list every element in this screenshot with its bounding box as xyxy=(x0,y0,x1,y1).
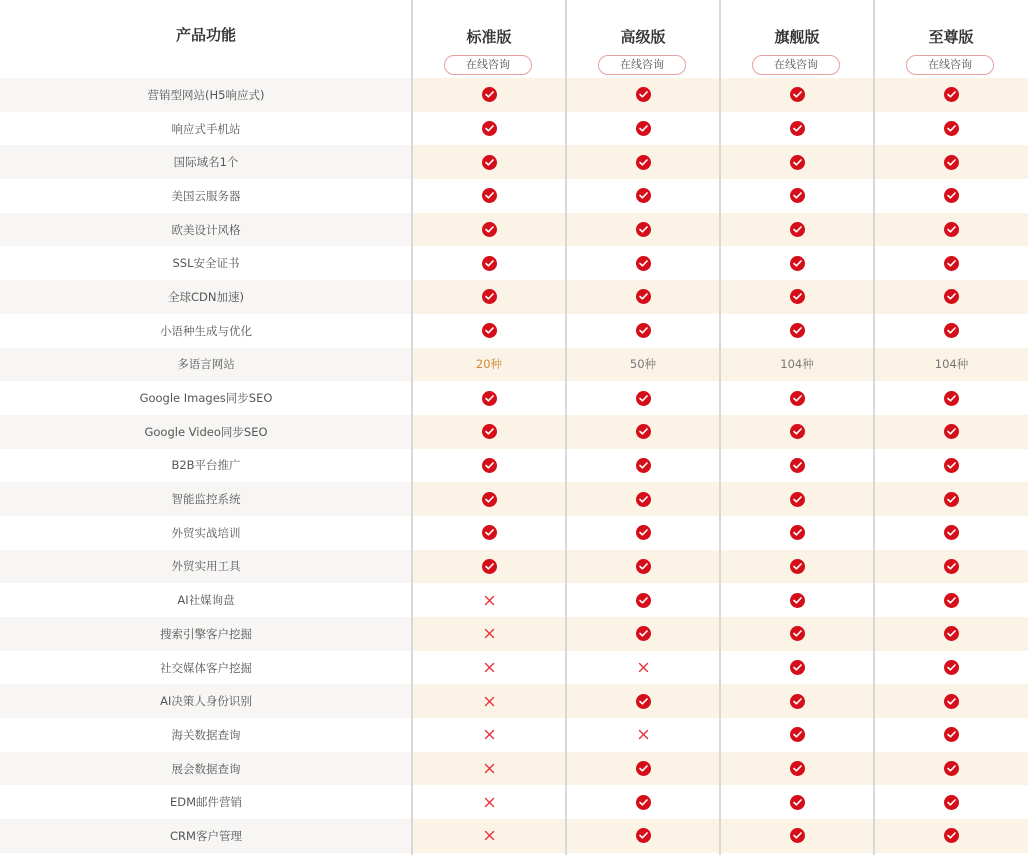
feature-cell xyxy=(567,482,719,516)
check-icon xyxy=(636,87,651,102)
check-icon xyxy=(636,458,651,473)
check-icon xyxy=(790,391,805,406)
check-icon xyxy=(944,188,959,203)
feature-cell xyxy=(875,415,1028,449)
feature-label: 海关数据查询 xyxy=(171,727,241,742)
feature-label: 国际域名1个 xyxy=(0,145,412,179)
check-icon xyxy=(944,289,959,304)
check-icon xyxy=(636,289,651,304)
feature-cell xyxy=(413,684,565,718)
check-icon xyxy=(636,222,651,237)
feature-cell xyxy=(567,213,719,247)
language-count: 104种 xyxy=(875,348,1028,382)
check-icon xyxy=(636,795,651,810)
feature-cell xyxy=(721,684,873,718)
feature-label: EDM邮件营销 xyxy=(169,795,243,810)
check-icon xyxy=(944,492,959,507)
feature-cell xyxy=(413,280,565,314)
check-icon xyxy=(790,155,805,170)
check-icon xyxy=(790,828,805,843)
plan-title: 高级版 xyxy=(620,28,666,46)
check-icon xyxy=(790,593,805,608)
check-icon xyxy=(944,559,959,574)
check-icon xyxy=(944,795,959,810)
feature-cell xyxy=(875,583,1028,617)
cross-icon xyxy=(638,729,649,740)
feature-cell xyxy=(875,314,1028,348)
feature-cell xyxy=(413,550,565,584)
column-divider xyxy=(719,0,721,855)
check-icon xyxy=(790,323,805,338)
feature-label: AI决策人身份识别 xyxy=(0,684,412,718)
feature-cell xyxy=(721,819,873,853)
check-icon xyxy=(790,525,805,540)
feature-label: AI社媒询盘 xyxy=(177,593,235,608)
check-icon xyxy=(944,121,959,136)
consult-button[interactable]: 在线咨询 xyxy=(752,55,840,75)
cross-icon xyxy=(484,729,495,740)
feature-cell xyxy=(721,785,873,819)
feature-cell xyxy=(413,785,565,819)
plan-header-standard xyxy=(412,0,566,78)
feature-cell xyxy=(413,617,565,651)
feature-cell xyxy=(567,684,719,718)
check-icon xyxy=(944,458,959,473)
feature-cell xyxy=(721,752,873,786)
check-icon xyxy=(482,492,497,507)
check-icon xyxy=(944,87,959,102)
feature-label: 全球CDN加速) xyxy=(0,280,412,314)
feature-label: 外贸实用工具 xyxy=(0,550,412,584)
check-icon xyxy=(944,828,959,843)
check-icon xyxy=(482,289,497,304)
feature-cell xyxy=(721,78,873,112)
feature-cell xyxy=(721,718,873,752)
feature-cell xyxy=(413,819,565,853)
feature-cell xyxy=(413,718,565,752)
feature-cell xyxy=(721,179,873,213)
column-divider xyxy=(565,0,567,855)
feature-cell xyxy=(567,415,719,449)
check-icon xyxy=(790,492,805,507)
feature-cell xyxy=(875,112,1028,146)
check-icon xyxy=(790,694,805,709)
check-icon xyxy=(482,525,497,540)
plan-header-supreme xyxy=(874,0,1028,78)
check-icon xyxy=(636,424,651,439)
check-icon xyxy=(636,525,651,540)
feature-cell xyxy=(875,617,1028,651)
feature-cell xyxy=(413,651,565,685)
feature-cell xyxy=(721,516,873,550)
feature-cell xyxy=(413,213,565,247)
plan-header-flagship xyxy=(720,0,874,78)
feature-cell xyxy=(721,381,873,415)
check-icon xyxy=(944,694,959,709)
check-icon xyxy=(636,188,651,203)
language-count: 50种 xyxy=(567,348,719,382)
feature-cell xyxy=(721,246,873,280)
feature-cell xyxy=(875,684,1028,718)
feature-label: B2B平台推广 xyxy=(171,458,241,473)
feature-cell xyxy=(413,482,565,516)
feature-cell xyxy=(413,449,565,483)
feature-cell xyxy=(567,651,719,685)
feature-cell xyxy=(721,415,873,449)
check-icon xyxy=(790,289,805,304)
plan-title: 旗舰版 xyxy=(774,28,820,46)
feature-label: 欧美设计风格 xyxy=(0,213,412,247)
feature-label: 美国云服务器 xyxy=(171,188,241,203)
feature-label: 搜索引擎客户挖掘 xyxy=(0,617,412,651)
check-icon xyxy=(482,391,497,406)
check-icon xyxy=(944,727,959,742)
feature-cell xyxy=(413,179,565,213)
feature-label: 外贸实战培训 xyxy=(171,525,241,540)
check-icon xyxy=(636,155,651,170)
feature-cell xyxy=(721,617,873,651)
feature-cell xyxy=(567,752,719,786)
check-icon xyxy=(482,323,497,338)
check-icon xyxy=(482,222,497,237)
feature-cell xyxy=(413,752,565,786)
check-icon xyxy=(790,559,805,574)
check-icon xyxy=(790,121,805,136)
column-divider xyxy=(411,0,413,855)
check-icon xyxy=(944,222,959,237)
feature-label: CRM客户管理 xyxy=(0,819,412,853)
consult-button[interactable]: 在线咨询 xyxy=(598,55,686,75)
check-icon xyxy=(636,626,651,641)
feature-cell xyxy=(875,213,1028,247)
check-icon xyxy=(482,458,497,473)
check-icon xyxy=(790,795,805,810)
feature-cell xyxy=(721,550,873,584)
check-icon xyxy=(944,525,959,540)
consult-button[interactable]: 在线咨询 xyxy=(906,55,994,75)
feature-cell xyxy=(567,280,719,314)
check-icon xyxy=(482,87,497,102)
cross-icon xyxy=(484,763,495,774)
feature-cell xyxy=(875,246,1028,280)
feature-cell xyxy=(567,516,719,550)
feature-cell xyxy=(413,583,565,617)
feature-label: 社交媒体客户挖掘 xyxy=(160,660,252,675)
check-icon xyxy=(790,424,805,439)
check-icon xyxy=(790,660,805,675)
feature-cell xyxy=(721,583,873,617)
feature-cell xyxy=(413,78,565,112)
feature-cell xyxy=(721,482,873,516)
language-count: 20种 xyxy=(413,348,565,382)
cross-icon xyxy=(484,797,495,808)
feature-cell xyxy=(875,785,1028,819)
check-icon xyxy=(944,660,959,675)
cross-icon xyxy=(638,662,649,673)
feature-cell xyxy=(875,179,1028,213)
feature-cell xyxy=(721,314,873,348)
feature-cell xyxy=(875,381,1028,415)
feature-cell xyxy=(721,145,873,179)
feature-cell xyxy=(875,280,1028,314)
check-icon xyxy=(944,323,959,338)
check-icon xyxy=(482,155,497,170)
check-icon xyxy=(482,559,497,574)
feature-cell xyxy=(413,415,565,449)
plan-title: 至尊版 xyxy=(928,28,974,46)
cross-icon xyxy=(484,595,495,606)
feature-label: 多语言网站 xyxy=(0,348,412,382)
feature-cell xyxy=(413,314,565,348)
feature-cell xyxy=(875,449,1028,483)
feature-label: Google Video同步SEO xyxy=(0,415,412,449)
feature-cell xyxy=(875,752,1028,786)
check-icon xyxy=(790,727,805,742)
feature-label: 营销型网站(H5响应式) xyxy=(0,78,412,112)
feature-cell xyxy=(413,516,565,550)
cross-icon xyxy=(484,696,495,707)
check-icon xyxy=(790,626,805,641)
feature-cell xyxy=(875,145,1028,179)
feature-cell xyxy=(567,785,719,819)
cross-icon xyxy=(484,628,495,639)
check-icon xyxy=(944,391,959,406)
feature-label: 小语种生成与优化 xyxy=(160,323,252,338)
plan-header-advanced xyxy=(566,0,720,78)
check-icon xyxy=(636,761,651,776)
feature-cell xyxy=(875,482,1028,516)
check-icon xyxy=(636,593,651,608)
feature-column-title: 产品功能 xyxy=(175,26,236,44)
feature-cell xyxy=(413,145,565,179)
check-icon xyxy=(944,155,959,170)
feature-cell xyxy=(875,516,1028,550)
feature-label: Google Images同步SEO xyxy=(139,391,273,406)
feature-cell xyxy=(567,314,719,348)
feature-cell xyxy=(567,617,719,651)
feature-cell xyxy=(875,819,1028,853)
feature-cell xyxy=(413,381,565,415)
check-icon xyxy=(944,626,959,641)
feature-cell xyxy=(721,651,873,685)
language-count: 104种 xyxy=(721,348,873,382)
check-icon xyxy=(790,256,805,271)
cross-icon xyxy=(484,830,495,841)
feature-cell xyxy=(567,449,719,483)
check-icon xyxy=(482,256,497,271)
feature-cell xyxy=(875,78,1028,112)
feature-cell xyxy=(567,381,719,415)
check-icon xyxy=(636,121,651,136)
check-icon xyxy=(790,188,805,203)
check-icon xyxy=(636,323,651,338)
feature-label: 智能监控系统 xyxy=(0,482,412,516)
feature-cell xyxy=(567,145,719,179)
feature-cell xyxy=(567,819,719,853)
check-icon xyxy=(790,761,805,776)
feature-cell xyxy=(567,550,719,584)
feature-cell xyxy=(567,583,719,617)
feature-cell xyxy=(413,246,565,280)
check-icon xyxy=(944,424,959,439)
feature-cell xyxy=(721,112,873,146)
check-icon xyxy=(482,188,497,203)
feature-cell xyxy=(875,718,1028,752)
feature-cell xyxy=(413,112,565,146)
check-icon xyxy=(636,828,651,843)
check-icon xyxy=(944,256,959,271)
plan-title: 标准版 xyxy=(466,28,512,46)
feature-cell xyxy=(721,449,873,483)
check-icon xyxy=(636,256,651,271)
check-icon xyxy=(636,694,651,709)
feature-cell xyxy=(567,112,719,146)
check-icon xyxy=(636,492,651,507)
feature-cell xyxy=(567,246,719,280)
check-icon xyxy=(790,87,805,102)
feature-label: SSL安全证书 xyxy=(172,256,240,271)
feature-cell xyxy=(875,550,1028,584)
column-divider xyxy=(873,0,875,855)
feature-cell xyxy=(567,78,719,112)
feature-cell xyxy=(567,179,719,213)
check-icon xyxy=(482,424,497,439)
check-icon xyxy=(636,559,651,574)
feature-cell xyxy=(875,651,1028,685)
check-icon xyxy=(944,593,959,608)
feature-cell xyxy=(721,280,873,314)
feature-label: 响应式手机站 xyxy=(171,121,241,136)
cross-icon xyxy=(484,662,495,673)
check-icon xyxy=(636,391,651,406)
feature-cell xyxy=(721,213,873,247)
feature-label: 展会数据查询 xyxy=(0,752,412,786)
check-icon xyxy=(790,222,805,237)
check-icon xyxy=(790,458,805,473)
feature-cell xyxy=(567,718,719,752)
check-icon xyxy=(944,761,959,776)
consult-button[interactable]: 在线咨询 xyxy=(444,55,532,75)
feature-column-header xyxy=(0,0,412,78)
check-icon xyxy=(482,121,497,136)
